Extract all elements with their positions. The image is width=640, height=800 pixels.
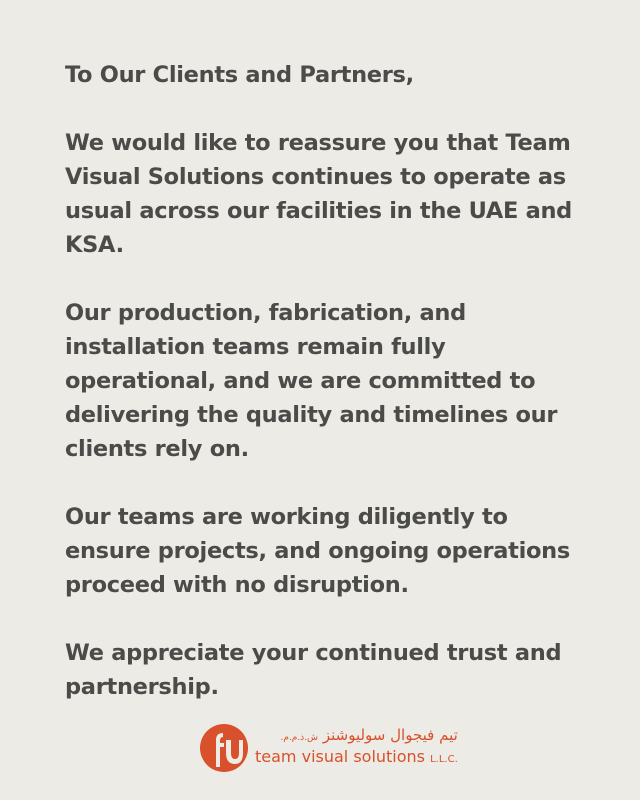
arabic-company-name: تيم فيجوال سوليوشنز ش.ذ.م.م. <box>280 726 458 744</box>
letter-body <box>65 58 595 738</box>
salutation: To Our Clients and Partners, <box>65 62 414 88</box>
english-company-name: team visual solutions L.L.C. <box>255 747 458 766</box>
paragraph-closing: We appreciate your continued trust and partnership. <box>65 640 562 700</box>
company-logo <box>199 723 458 773</box>
paragraph-reassurance: We would like to reassure you that Team Visual Solutions continues to operate as usual across our facilities in the UAE and KSA. <box>65 130 572 258</box>
tv-monogram-icon <box>199 723 249 773</box>
paragraph-operations: Our production, fabrication, and installation teams remain fully operational, and we are committed to delivering the quality and timelines our clients rely on. <box>65 300 558 462</box>
paragraph-teams: Our teams are working diligently to ensure projects, and ongoing operations proceed with no disruption. <box>65 504 570 598</box>
